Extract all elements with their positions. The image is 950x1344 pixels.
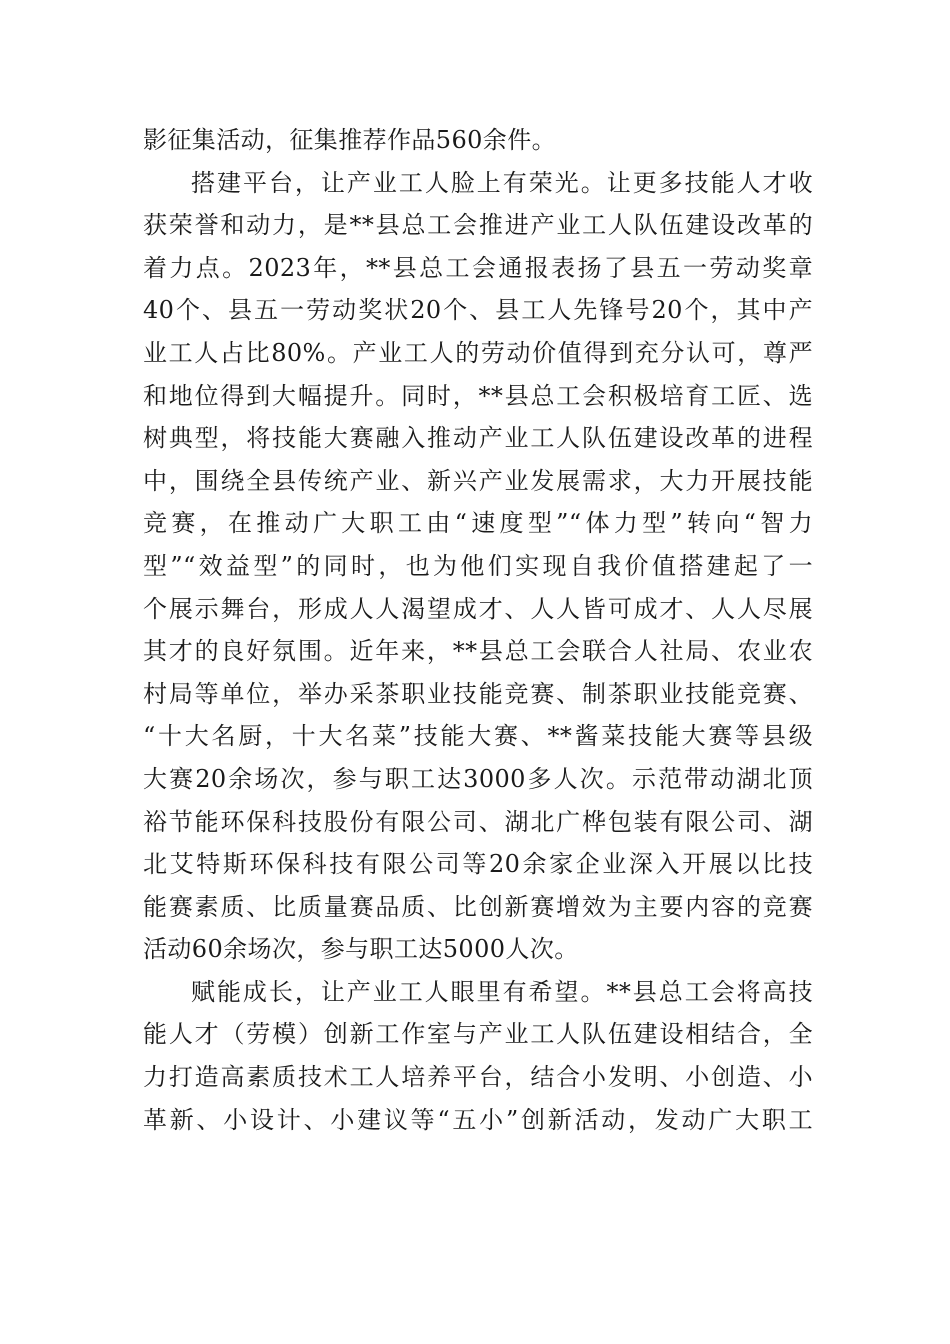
text-line: 业工人占比80%。产业工人的劳动价值得到充分认可，尊严 [143, 338, 813, 367]
paragraph-first-line: 搭建平台，让产业工人脸上有荣光。让更多技能人才收 [191, 168, 813, 197]
text-line: 能人才（劳模）创新工作室与产业工人队伍建设相结合，全 [143, 1020, 813, 1049]
text-line: 树典型，将技能大赛融入推动产业工人队伍建设改革的进程 [143, 424, 813, 453]
paragraph-first-line: 赋能成长，让产业工人眼里有希望。**县总工会将高技 [191, 977, 813, 1006]
text-line: 个展示舞台，形成人人渴望成才、人人皆可成才、人人尽展 [143, 594, 813, 623]
text-line: 和地位得到大幅提升。同时，**县总工会积极培育工匠、选 [143, 381, 813, 410]
text-line: 村局等单位，举办采茶职业技能竞赛、制茶职业技能竞赛、 [143, 679, 813, 708]
text-line: 其才的良好氛围。近年来，**县总工会联合人社局、农业农 [143, 637, 813, 666]
text-line: 革新、小设计、小建议等“五小”创新活动，发动广大职工 [143, 1105, 813, 1134]
text-line: 力打造高素质技术工人培养平台，结合小发明、小创造、小 [143, 1063, 813, 1092]
text-line: 影征集活动，征集推荐作品560余件。 [143, 126, 557, 154]
text-line: 裕节能环保科技股份有限公司、湖北广桦包装有限公司、湖 [143, 807, 813, 836]
text-line: 能赛素质、比质量赛品质、比创新赛增效为主要内容的竞赛 [143, 892, 813, 921]
body-text [143, 119, 813, 1141]
text-line: 获荣誉和动力，是**县总工会推进产业工人队伍建设改革的 [143, 211, 813, 240]
text-line: 中，围绕全县传统产业、新兴产业发展需求，大力开展技能 [143, 466, 813, 495]
text-line: 北艾特斯环保科技有限公司等20余家企业深入开展以比技 [143, 850, 813, 879]
text-line: 大赛20余场次，参与职工达3000多人次。示范带动湖北顶 [143, 764, 813, 793]
text-line: 活动60余场次，参与职工达5000人次。 [143, 935, 579, 964]
text-line: 40个、县五一劳动奖状20个、县工人先锋号20个，其中产 [143, 296, 813, 325]
text-line: 竞赛，在推动广大职工由“速度型”“体力型”转向“智力 [143, 509, 813, 538]
text-line: 着力点。2023年，**县总工会通报表扬了县五一劳动奖章 [143, 253, 813, 282]
text-line: 型”“效益型”的同时，也为他们实现自我价值搭建起了一 [143, 551, 813, 580]
text-line: “十大名厨，十大名菜”技能大赛、**酱菜技能大赛等县级 [143, 722, 813, 751]
